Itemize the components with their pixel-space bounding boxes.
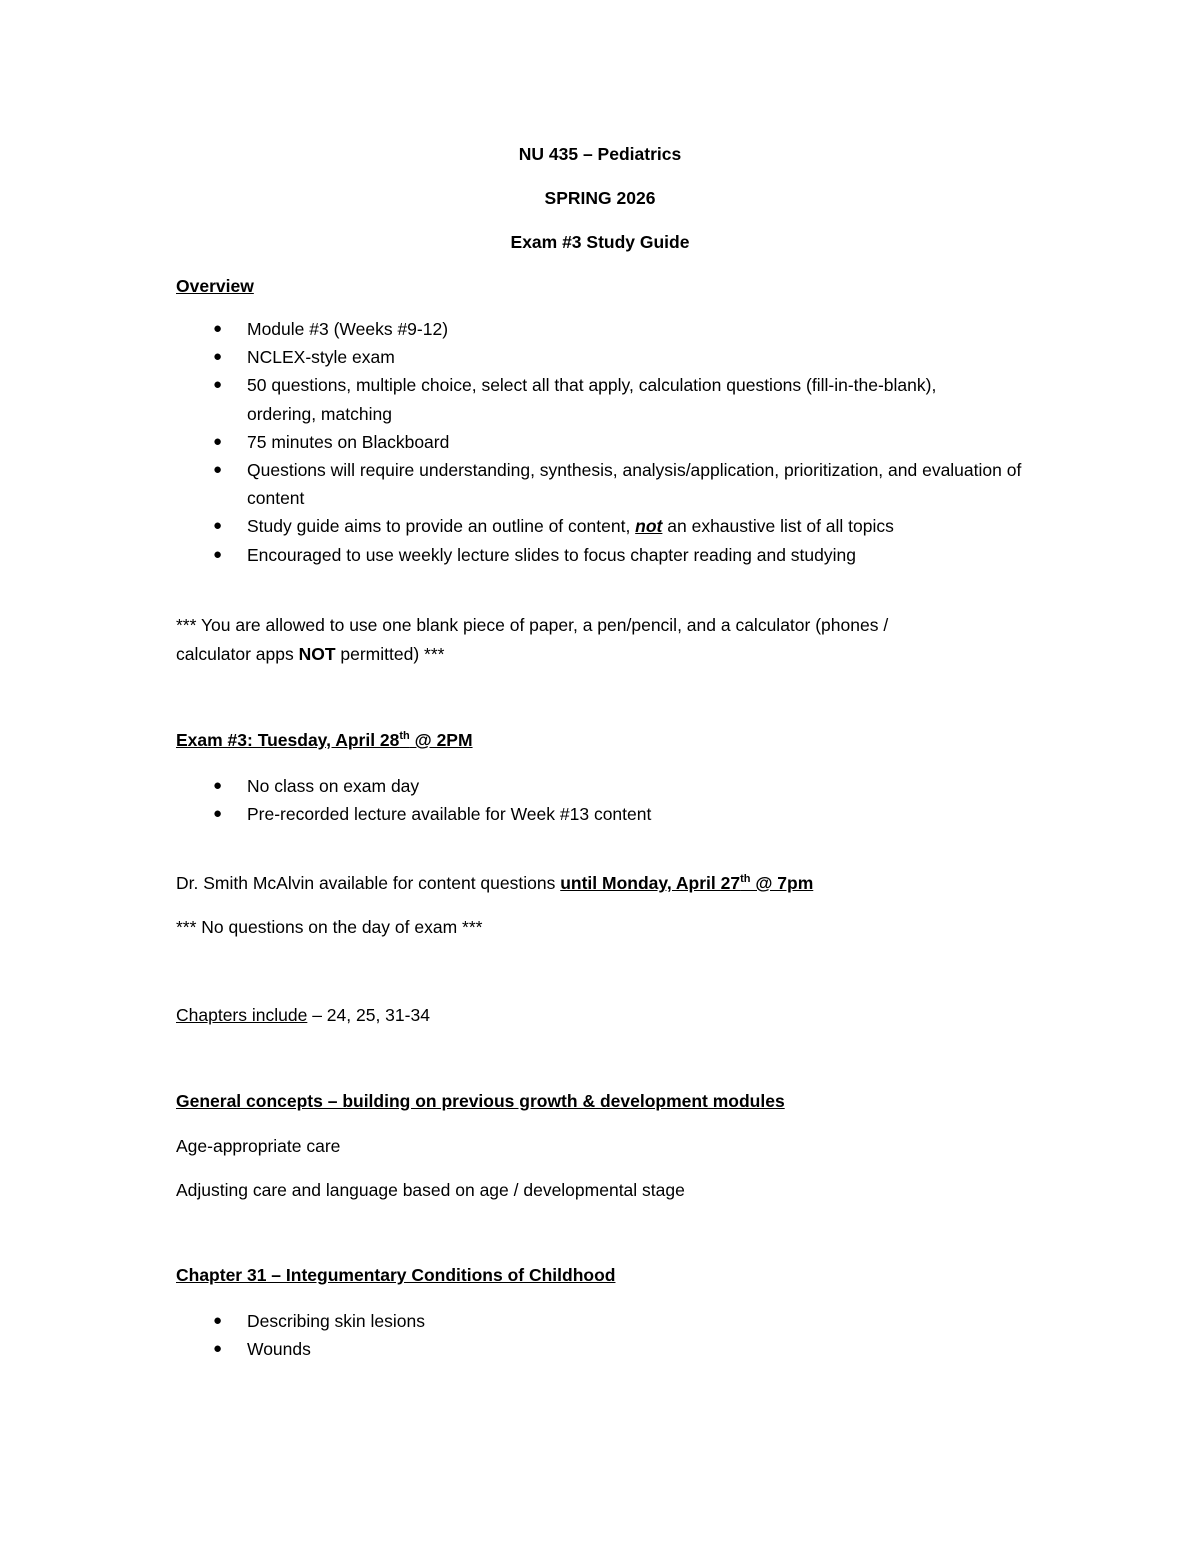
exam-date-heading: Exam #3: Tuesday, April 28th @ 2PM xyxy=(176,730,473,750)
chapter31-list xyxy=(176,1307,1027,1363)
bullet-icon: ● xyxy=(213,545,223,563)
general-concepts-heading: General concepts – building on previous growth & development modules xyxy=(176,1091,785,1111)
list-item: ● 75 minutes on Blackboard xyxy=(176,428,1027,456)
bullet-icon: ● xyxy=(213,777,223,794)
list-item: ● Study guide aims to provide an outline of content, not an exhaustive list of all topics xyxy=(176,512,1027,540)
exam-day-list xyxy=(176,772,1027,828)
allowed-note-line1: *** You are allowed to use one blank piece of paper, a pen/pencil, and a calculator (phones / xyxy=(176,615,889,635)
chapters-line: Chapters include – 24, 25, 31-34 xyxy=(176,1005,430,1025)
general-concepts-line: Adjusting care and language based on age / developmental stage xyxy=(176,1180,685,1200)
list-item: ● 50 questions, multiple choice, select all that apply, calculation questions (fill-in-the-blank), ordering, matching xyxy=(176,371,982,427)
list-item: ● No class on exam day xyxy=(176,772,1027,800)
bullet-icon: ● xyxy=(213,320,223,337)
bullet-icon: ● xyxy=(213,348,223,366)
general-concepts-line: Age-appropriate care xyxy=(176,1136,341,1156)
bullet-icon: ● xyxy=(213,517,223,535)
overview-heading: Overview xyxy=(176,276,254,296)
list-item: ● Encouraged to use weekly lecture slides to focus chapter reading and studying xyxy=(176,541,1027,569)
list-item: ● Describing skin lesions xyxy=(176,1307,1027,1335)
allowed-note-line2: calculator apps NOT permitted) *** xyxy=(176,644,445,664)
term-title: SPRING 2026 xyxy=(544,188,656,208)
not-permitted-emphasis: NOT xyxy=(298,644,336,664)
overview-list xyxy=(176,315,1027,569)
chapter31-heading: Chapter 31 – Integumentary Conditions of Childhood xyxy=(176,1265,616,1285)
bullet-icon: ● xyxy=(213,1340,223,1358)
bullet-icon: ● xyxy=(213,376,223,394)
no-questions-note: *** No questions on the day of exam *** xyxy=(176,917,483,937)
list-item: ● Wounds xyxy=(176,1335,1027,1363)
emphasis-not: not xyxy=(635,516,663,537)
bullet-icon: ● xyxy=(213,1312,223,1329)
bullet-icon: ● xyxy=(213,461,223,479)
availability-line: Dr. Smith McAlvin available for content questions until Monday, April 27th @ 7pm xyxy=(176,873,814,893)
list-item: ● Module #3 (Weeks #9-12) xyxy=(176,315,1027,343)
course-title: NU 435 – Pediatrics xyxy=(518,144,682,164)
list-item: ● Pre-recorded lecture available for Week #13 content xyxy=(176,800,1027,828)
bullet-icon: ● xyxy=(213,432,223,450)
chapters-label: Chapters include xyxy=(176,1005,308,1025)
question-deadline: until Monday, April 27th @ 7pm xyxy=(560,873,814,893)
list-item: ● Questions will require understanding, synthesis, analysis/application, prioritization, and evaluation of content xyxy=(176,456,1027,512)
bullet-icon: ● xyxy=(213,805,223,823)
document-title: Exam #3 Study Guide xyxy=(510,232,690,252)
list-item: ● NCLEX-style exam xyxy=(176,343,1027,371)
